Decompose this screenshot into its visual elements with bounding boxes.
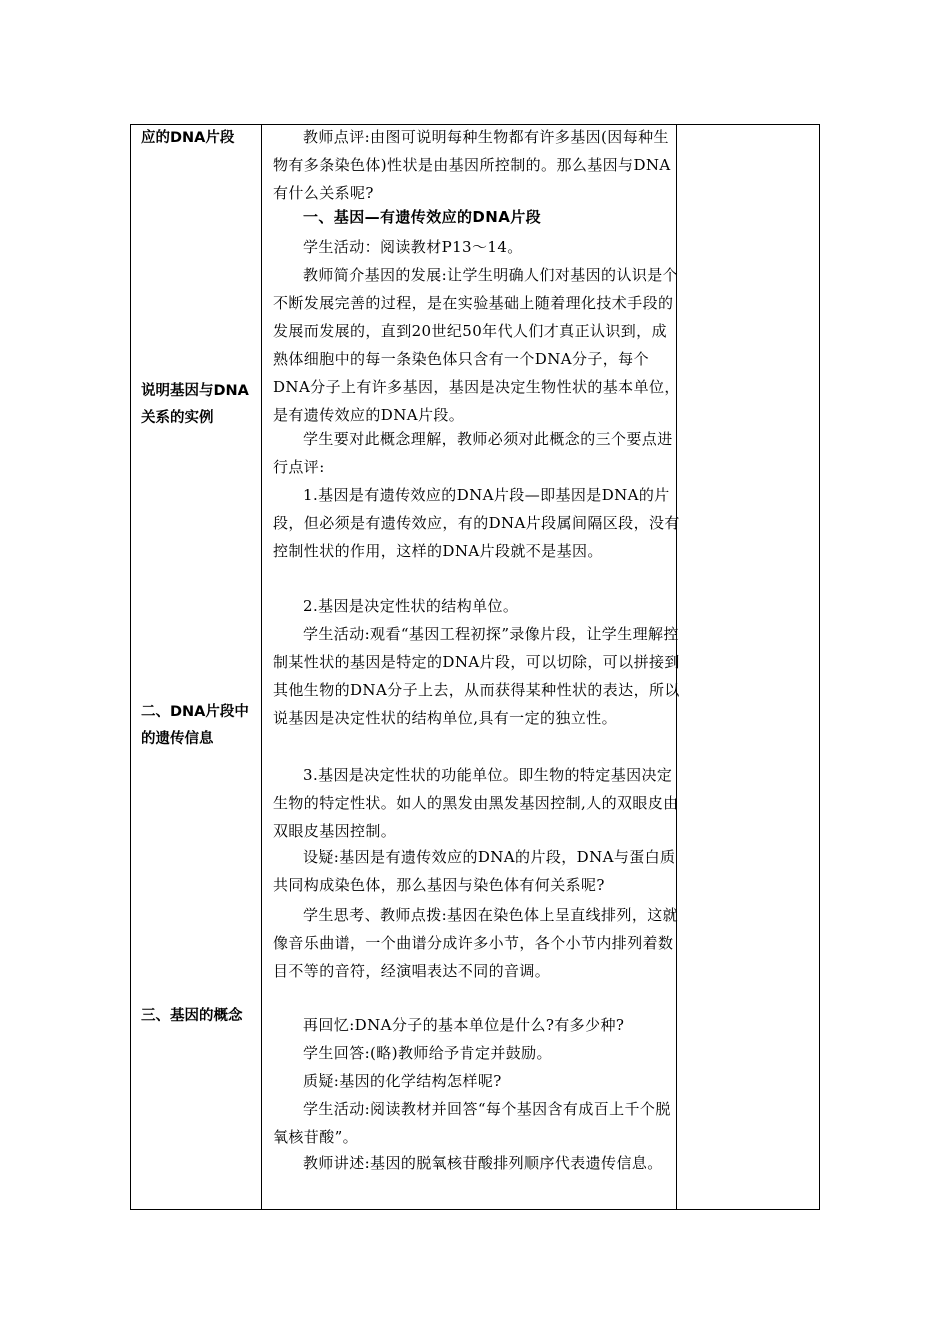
paragraph: 3.基因是决定性状的功能单位。即生物的特定基因决定生物的特定性状。如人的黑发由黑发基因控制,人的双眼皮由双眼皮基因控制。	[273, 766, 679, 840]
paragraph: 质疑:基因的化学结构怎样呢?	[303, 1072, 502, 1090]
paragraph: 学生回答:(略)教师给予肯定并鼓励。	[303, 1044, 552, 1062]
paragraph: 学生思考、教师点拨:基因在染色体上呈直线排列，这就像音乐曲谱，一个曲谱分成许多小节，各个小节内排列着数目不等的音符，经演唱表达不同的音调。	[273, 906, 679, 980]
paragraph: 学生要对此概念理解，教师必须对此概念的三个要点进行点评:	[273, 430, 673, 476]
section-label: 应的DNA片段	[141, 130, 235, 146]
paragraph: 再回忆:DNA分子的基本单位是什么?有多少种?	[303, 1016, 625, 1034]
paragraph: 学生活动:阅读教材并回答“每个基因含有成百上千个脱氧核苷酸”。	[273, 1100, 671, 1146]
section-heading: 一、基因—有遗传效应的DNA片段	[303, 208, 542, 226]
paragraph: 教师点评:由图可说明每种生物都有许多基因(因每种生物有多条染色体)性状是由基因所控制的。那么基因与DNA有什么关系呢?	[273, 128, 671, 202]
section-label: 二、DNA片段中的遗传信息	[141, 704, 249, 747]
lesson-table	[130, 124, 820, 1210]
paragraph: 学生活动:观看“基因工程初探”录像片段，让学生理解控制某性状的基因是特定的DNA片段，可以切除，可以拼接到其他生物的DNA分子上去，从而获得某种性状的表达，所以说基因是决定性状的结构单位,具有一定的独立性。	[273, 625, 680, 727]
paragraph: 2.基因是决定性状的结构单位。	[303, 597, 519, 615]
column-divider	[261, 125, 262, 1209]
paragraph: 教师简介基因的发展:让学生明确人们对基因的认识是个不断发展完善的过程，是在实验基础上随着理化技术手段的发展而发展的，直到20世纪50年代人们才真正认识到，成熟体细胞中的每一条染色体只含有一个DNA分子，每个DNA分子上有许多基因，基因是决定生物性状的基本单位，是有遗传效应的DNA片段。	[273, 266, 680, 424]
paragraph: 教师讲述:基因的脱氧核苷酸排列顺序代表遗传信息。	[303, 1154, 663, 1172]
paragraph: 设疑:基因是有遗传效应的DNA的片段，DNA与蛋白质共同构成染色体，那么基因与染色体有何关系呢?	[273, 848, 676, 894]
section-label: 三、基因的概念	[141, 1008, 243, 1024]
paragraph: 1.基因是有遗传效应的DNA片段—即基因是DNA的片段，但必须是有遗传效应，有的DNA片段属间隔区段，没有控制性状的作用，这样的DNA片段就不是基因。	[273, 486, 680, 560]
paragraph: 学生活动：阅读教材P13～14。	[303, 238, 523, 256]
section-label: 说明基因与DNA关系的实例	[141, 383, 249, 426]
